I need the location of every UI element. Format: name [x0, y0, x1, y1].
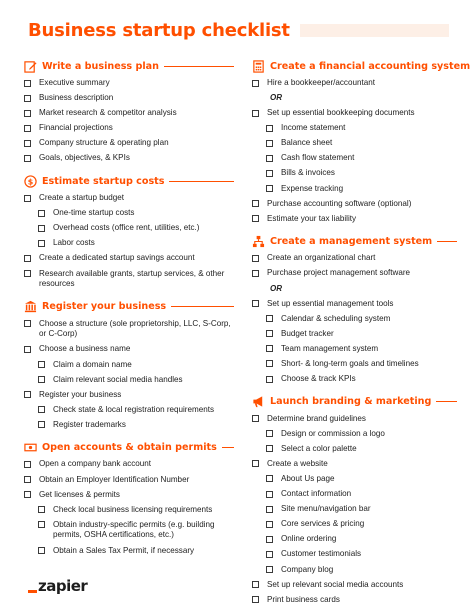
checkbox[interactable] — [252, 415, 259, 422]
or-separator: OR — [270, 93, 282, 103]
checkbox[interactable] — [252, 215, 259, 222]
checkbox[interactable] — [266, 125, 273, 132]
section-management — [252, 233, 457, 384]
checkbox[interactable] — [252, 255, 259, 262]
item-label: About Us page — [281, 473, 335, 483]
item-label: Choose a business name — [39, 344, 131, 354]
checkbox[interactable] — [266, 566, 273, 573]
pencil-icon — [24, 60, 37, 73]
checklist-item[interactable] — [24, 344, 234, 355]
checklist-subitem[interactable] — [266, 184, 457, 195]
item-label: Company blog — [281, 564, 334, 574]
item-label: Create a dedicated startup savings account — [39, 253, 195, 263]
item-label: Claim a domain name — [53, 359, 132, 369]
checkbox[interactable] — [24, 346, 31, 353]
checkbox[interactable] — [266, 430, 273, 437]
section-header — [24, 299, 234, 315]
checkbox[interactable] — [24, 391, 31, 398]
checklist-subitem[interactable] — [266, 168, 457, 179]
checklist-item[interactable] — [24, 459, 234, 470]
item-label: Print business cards — [267, 594, 340, 604]
checkbox[interactable] — [266, 445, 273, 452]
section-financial — [252, 58, 471, 224]
checkbox[interactable] — [266, 536, 273, 543]
section-header — [252, 58, 471, 74]
item-label: Obtain a Sales Tax Permit, if necessary — [53, 545, 195, 555]
item-label: Register trademarks — [53, 419, 126, 429]
checkbox[interactable] — [266, 345, 273, 352]
item-label: Open a company bank account — [39, 459, 152, 469]
checklist-item[interactable] — [24, 108, 234, 119]
checkbox[interactable] — [24, 491, 31, 498]
checkbox[interactable] — [38, 521, 45, 528]
title-row — [28, 20, 448, 44]
checkbox[interactable] — [38, 547, 45, 554]
checklist-item[interactable] — [252, 580, 457, 591]
checklist-subitem[interactable] — [266, 359, 457, 370]
checklist-subitem[interactable] — [38, 505, 234, 516]
item-label: Check local business licensing requirements — [53, 504, 213, 514]
checklist-subitem[interactable] — [266, 565, 457, 576]
item-label: Register your business — [39, 389, 122, 399]
item-label: Set up relevant social media accounts — [267, 579, 404, 589]
item-label: Select a color palette — [281, 443, 357, 453]
item-label: Overhead costs (office rent, utilities, etc.) — [53, 223, 200, 233]
item-label: Cash flow statement — [281, 153, 355, 163]
item-label: Company structure & operating plan — [39, 138, 169, 148]
item-label: Create a startup budget — [39, 193, 125, 203]
section-title: Open accounts & obtain permits — [42, 441, 217, 453]
government-building-icon — [24, 300, 37, 313]
item-label: Set up essential management tools — [267, 298, 394, 308]
checklist-item[interactable] — [252, 199, 457, 210]
checkbox[interactable] — [266, 491, 273, 498]
checkbox[interactable] — [266, 551, 273, 558]
item-label: Choose & track KPIs — [281, 374, 356, 383]
item-label: Purchase accounting software (optional) — [267, 198, 412, 208]
item-label: Create a website — [267, 458, 328, 468]
section-register — [24, 299, 234, 431]
checklist-subitem[interactable] — [266, 534, 457, 545]
checklist-item[interactable] — [252, 595, 457, 606]
item-label: One-time startup costs — [53, 208, 135, 218]
checklist-item[interactable] — [24, 269, 234, 290]
section-divider — [436, 401, 457, 402]
megaphone-icon — [252, 395, 265, 408]
checklist-subitem[interactable] — [38, 420, 234, 431]
checkbox[interactable] — [252, 270, 259, 277]
checklist-subitem[interactable] — [266, 329, 457, 340]
section-title: Write a business plan — [42, 60, 159, 72]
section-title: Create a financial accounting system — [270, 60, 471, 72]
checklist-item[interactable] — [24, 193, 234, 204]
checklist-item[interactable] — [252, 459, 457, 470]
checklist-item[interactable] — [24, 253, 234, 264]
item-label: Obtain industry-specific permits (e.g. building permits, OSHA certifications, etc.) — [53, 519, 215, 540]
checkbox[interactable] — [24, 155, 31, 162]
item-label: Hire a bookkeeper/accountant — [267, 78, 375, 87]
section-divider — [164, 66, 234, 67]
checkbox[interactable] — [38, 421, 45, 428]
checkbox[interactable] — [38, 506, 45, 513]
checklist-subitem[interactable] — [38, 405, 234, 416]
checkbox[interactable] — [266, 185, 273, 192]
section-title: Estimate startup costs — [42, 175, 165, 187]
right-column — [252, 58, 471, 613]
item-label: Obtain an Employer Identification Number — [39, 474, 190, 484]
checklist-item[interactable] — [24, 319, 234, 340]
item-label: Estimate your tax liability — [267, 213, 357, 223]
item-label: Short- & long-term goals and timelines — [281, 358, 419, 368]
checkbox[interactable] — [266, 140, 273, 147]
section-divider — [169, 181, 234, 182]
checkbox[interactable] — [252, 581, 259, 588]
section-title: Launch branding & marketing — [270, 396, 432, 408]
section-header — [252, 394, 457, 410]
item-label: Determine brand guidelines — [267, 413, 366, 423]
money-icon — [24, 441, 37, 454]
checklist-subitem[interactable] — [266, 314, 457, 325]
section-business-plan — [24, 58, 234, 164]
item-label: Choose a structure (sole proprietorship, LLC, S-Corp, or C-Corp) — [39, 318, 231, 339]
checklist-item[interactable] — [252, 108, 457, 119]
item-label: Financial projections — [39, 123, 113, 133]
checklist-subitem[interactable] — [266, 444, 457, 455]
checklist-item[interactable] — [24, 138, 234, 149]
item-label: Budget tracker — [281, 328, 334, 338]
checklist-subitem[interactable] — [266, 429, 457, 440]
logo-underscore — [28, 590, 37, 593]
item-label: Contact information — [281, 489, 352, 499]
checkbox[interactable] — [252, 300, 259, 307]
item-label: Expense tracking — [281, 183, 344, 193]
checkbox[interactable] — [38, 406, 45, 413]
section-header — [24, 58, 234, 74]
checkbox[interactable] — [266, 330, 273, 337]
checklist-item[interactable] — [252, 299, 457, 310]
checklist-subitem[interactable] — [266, 374, 457, 385]
item-label: Goals, objectives, & KPIs — [39, 153, 130, 163]
item-label: Business description — [39, 93, 114, 103]
section-divider — [437, 241, 457, 242]
checkbox[interactable] — [266, 521, 273, 528]
checklist-subitem[interactable] — [266, 123, 457, 134]
checklist-item[interactable] — [252, 214, 457, 225]
zapier-logo: zapier — [38, 577, 88, 595]
checkbox[interactable] — [24, 255, 31, 262]
checkbox[interactable] — [252, 596, 259, 603]
checkbox[interactable] — [266, 376, 273, 383]
item-label: Market research & competitor analysis — [39, 108, 177, 118]
section-startup-costs — [24, 173, 234, 290]
checklist-subitem[interactable] — [266, 504, 457, 515]
checklist-item[interactable] — [24, 153, 234, 164]
checkbox[interactable] — [252, 80, 259, 87]
checklist-item[interactable] — [252, 253, 457, 264]
checklist-item[interactable] — [24, 123, 234, 134]
checklist-subitem[interactable] — [266, 474, 457, 485]
dollar-icon — [24, 175, 37, 188]
title-decoration-bar — [300, 24, 449, 37]
item-label: Online ordering — [281, 534, 337, 544]
org-chart-icon — [252, 235, 265, 248]
checkbox[interactable] — [24, 461, 31, 468]
checkbox[interactable] — [38, 376, 45, 383]
item-label: Balance sheet — [281, 138, 333, 148]
checkbox[interactable] — [252, 460, 259, 467]
page-title: Business startup checklist — [28, 20, 290, 41]
checkbox[interactable] — [38, 225, 45, 232]
checklist-subitem[interactable] — [38, 238, 234, 249]
checkbox[interactable] — [24, 270, 31, 277]
item-label: Get licenses & permits — [39, 489, 120, 499]
item-label: Check state & local registration requirements — [53, 404, 215, 414]
checklist-subitem[interactable] — [38, 360, 234, 371]
checklist-subitem[interactable] — [38, 208, 234, 219]
checkbox[interactable] — [266, 506, 273, 513]
checkbox[interactable] — [38, 210, 45, 217]
checklist-item[interactable] — [252, 78, 457, 89]
checkbox[interactable] — [24, 110, 31, 117]
section-header — [24, 173, 234, 189]
checklist-item[interactable] — [24, 490, 234, 501]
checkbox[interactable] — [252, 200, 259, 207]
item-label: Core services & pricing — [281, 519, 365, 529]
or-separator: OR — [270, 283, 282, 293]
checklist-subitem[interactable] — [38, 520, 234, 541]
checkbox[interactable] — [266, 170, 273, 177]
section-header — [24, 439, 234, 455]
checklist-item[interactable] — [24, 390, 234, 401]
checklist-item[interactable] — [24, 475, 234, 486]
section-title: Create a management system — [270, 235, 433, 247]
checkbox[interactable] — [38, 240, 45, 247]
item-label: Research available grants, startup services, & other resources — [39, 268, 225, 289]
checkbox[interactable] — [38, 361, 45, 368]
checklist-subitem[interactable] — [38, 223, 234, 234]
checklist-subitem[interactable] — [38, 546, 234, 557]
checkbox[interactable] — [24, 320, 31, 327]
checkbox[interactable] — [24, 125, 31, 132]
section-header — [252, 233, 457, 249]
checkbox[interactable] — [252, 110, 259, 117]
item-label: Purchase project management software — [267, 268, 411, 278]
item-label: Calendar & scheduling system — [281, 313, 391, 323]
item-label: Labor costs — [53, 238, 95, 248]
calculator-icon — [252, 60, 265, 73]
checkbox[interactable] — [266, 360, 273, 367]
checklist-item[interactable] — [252, 268, 457, 279]
checklist-subitem[interactable] — [266, 549, 457, 560]
checklist-subitem[interactable] — [266, 489, 457, 500]
checklist-item[interactable] — [24, 93, 234, 104]
checkbox[interactable] — [24, 476, 31, 483]
section-divider — [222, 447, 234, 448]
checkbox[interactable] — [24, 140, 31, 147]
item-label: Site menu/navigation bar — [281, 504, 371, 514]
checklist-subitem[interactable] — [266, 138, 457, 149]
item-label: Set up essential bookkeeping documents — [267, 108, 415, 118]
checklist-subitem[interactable] — [266, 153, 457, 164]
checkbox[interactable] — [266, 315, 273, 322]
section-accounts — [24, 439, 234, 556]
checkbox[interactable] — [24, 95, 31, 102]
checkbox[interactable] — [266, 155, 273, 162]
checklist-subitem[interactable] — [38, 375, 234, 386]
item-label: Income statement — [281, 123, 346, 133]
checklist-item[interactable] — [252, 414, 457, 425]
item-label: Design or commission a logo — [281, 428, 385, 438]
section-divider — [171, 306, 234, 307]
item-label: Bills & invoices — [281, 168, 335, 178]
section-title: Register your business — [42, 301, 167, 313]
checkbox[interactable] — [266, 475, 273, 482]
item-label: Claim relevant social media handles — [53, 374, 183, 384]
checkbox[interactable] — [24, 195, 31, 202]
item-label: Customer testimonials — [281, 549, 362, 559]
svg-text:$: $ — [27, 177, 34, 187]
checklist-subitem[interactable] — [266, 519, 457, 530]
item-label: Executive summary — [39, 78, 110, 87]
checklist-item[interactable] — [24, 78, 234, 89]
checkbox[interactable] — [24, 80, 31, 87]
section-branding — [252, 394, 457, 606]
item-label: Create an organizational chart — [267, 253, 376, 263]
checklist-subitem[interactable] — [266, 344, 457, 355]
footer-logo — [28, 577, 87, 595]
item-label: Team management system — [281, 343, 379, 353]
left-column — [24, 58, 234, 565]
